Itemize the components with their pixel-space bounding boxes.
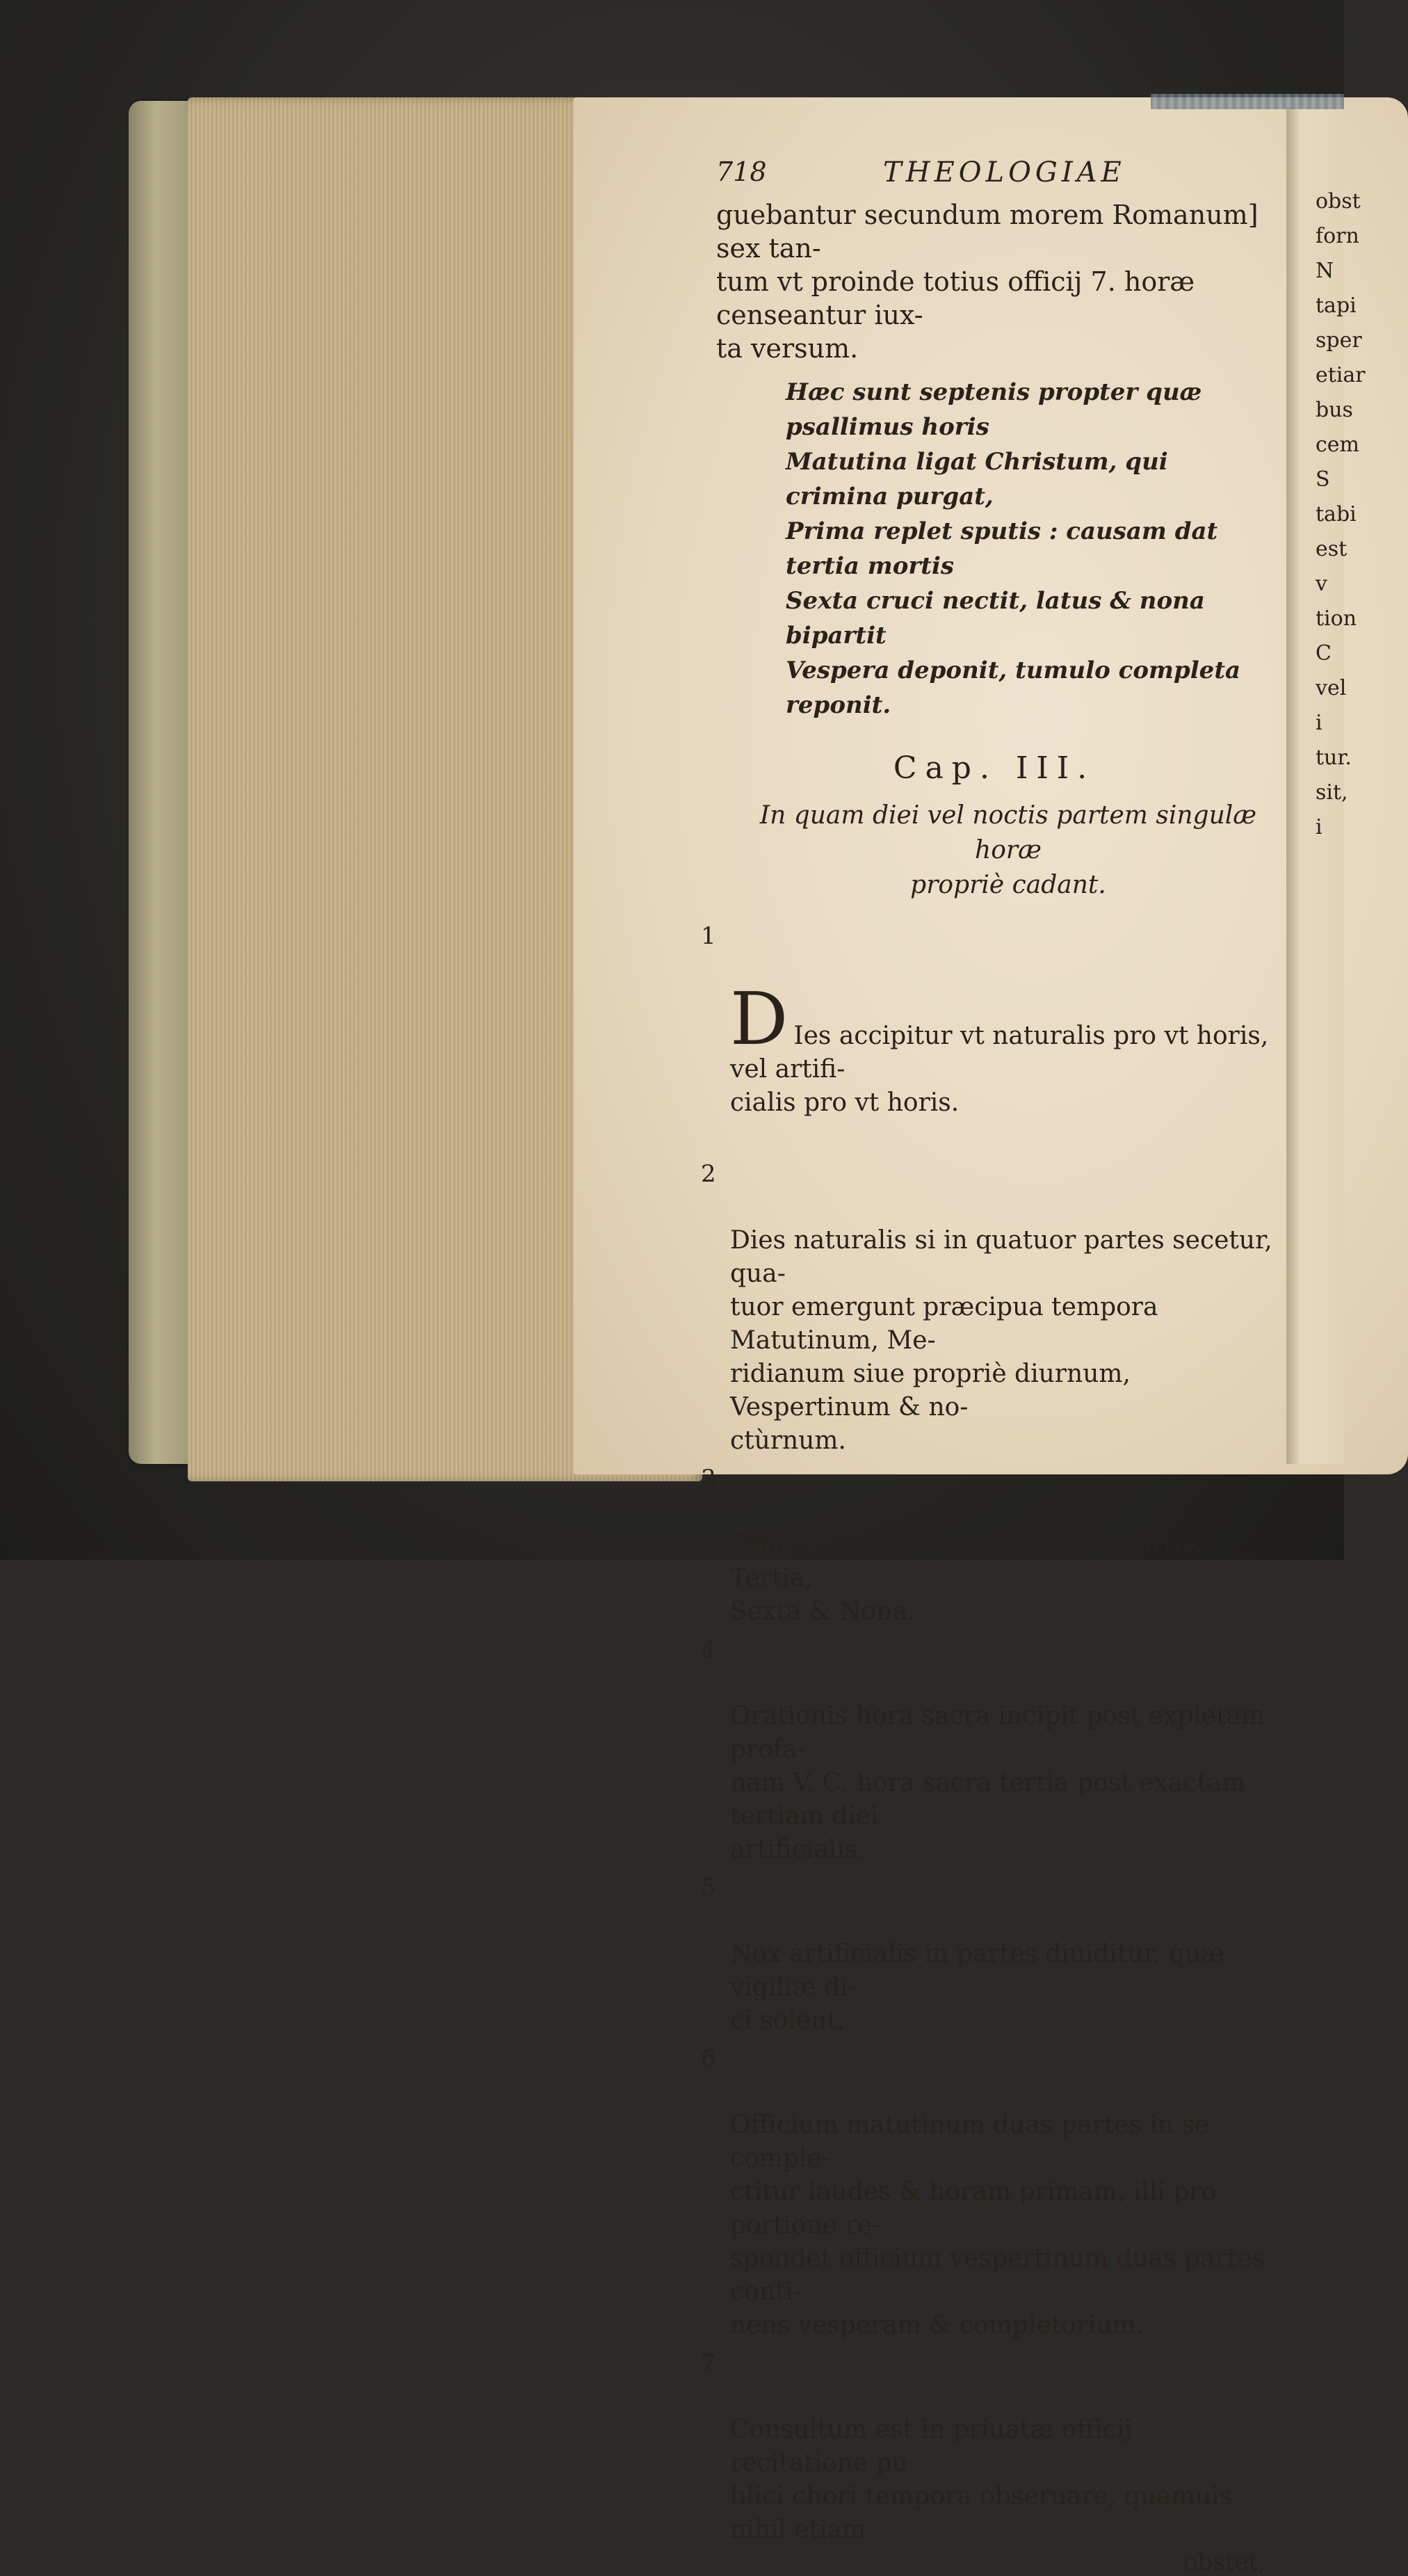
- list-item: [701, 2042, 1272, 2342]
- catchword: obstet,: [1183, 2548, 1265, 2576]
- list-item: [701, 1871, 1272, 2038]
- headband: [1151, 94, 1344, 109]
- page-header: [716, 156, 1272, 198]
- chapter-subtitle: In quam diei vel noctis partem singulæ horæ propriè cadant.: [759, 801, 1257, 899]
- item-number: 5: [701, 1874, 716, 1901]
- item-number: 7: [701, 2349, 716, 2377]
- chapter-heading: Cap. III.: [893, 750, 1096, 786]
- list-item: [701, 1633, 1272, 1867]
- drop-cap: D: [730, 976, 788, 1061]
- list-item: [701, 1462, 1272, 1629]
- item-text: Orationis hora sacra incipit post expletam profa- nam V. C. hora sacra tertia post exactam tertiam diei artificialis.: [730, 1702, 1265, 1864]
- item-number: 2: [701, 1160, 716, 1188]
- item-number: 3: [701, 1465, 716, 1492]
- item-text: Officij propriè diurni tres sunt partes. Tertia, Sexta & Nona.: [730, 1531, 1210, 1626]
- list-item: [701, 919, 1272, 1153]
- list-item: [701, 2346, 1272, 2547]
- page-number: 718: [716, 156, 767, 187]
- item-text: Ies accipitur vt naturalis pro vt horis, vel artifi- cialis pro vt horis.: [730, 1022, 1269, 1117]
- item-number: 6: [701, 2045, 716, 2072]
- opening-paragraph: guebantur secundum morem Romanum] sex tan- tum vt proinde totius officij 7. horæ censeantur iux- ta versum.: [716, 200, 1259, 364]
- verse-block: Hæc sunt septenis propter quæ psallimus horis Matutina ligat Christum, qui crimina purgat, Prima replet sputis : causam dat tertia mortis Sexta cruci nectit, latus & nona bipartit Vespera deponit, tumulo completa reponit.: [786, 378, 1241, 719]
- next-page-text-fragments: obst forn N tapi sper etiar bus cem S tabi est v tion C vel i tur. sit, i: [1316, 189, 1366, 839]
- item-text: Officium matutinum duas partes in se comple- ctitur laudes & horam primam, illi pro portione re- spondet officium vespertinum duas partes conti- nens vesperam & completorium.: [730, 2111, 1265, 2340]
- page-text: [701, 156, 1272, 2576]
- item-text: Nox artificialis in partes diuiditur, quæ vigiliæ di- ci solent.: [730, 1940, 1224, 2035]
- item-number: 4: [701, 1636, 716, 1664]
- item-number: 1: [701, 922, 716, 950]
- list-item: [701, 1157, 1272, 1458]
- item-text: Consultum est in priuatæ officij recitatione pu- blici chori tempora obseruare, quamuis nihil etiam: [730, 2415, 1232, 2544]
- running-title: THEOLOGIAE: [883, 156, 1126, 188]
- item-text: Dies naturalis si in quatuor partes secetur, qua- tuor emergunt præcipua tempora Matutinum, Me- ridianum siue propriè diurnum, Vespertinum & no- ctùrnum.: [730, 1226, 1272, 1455]
